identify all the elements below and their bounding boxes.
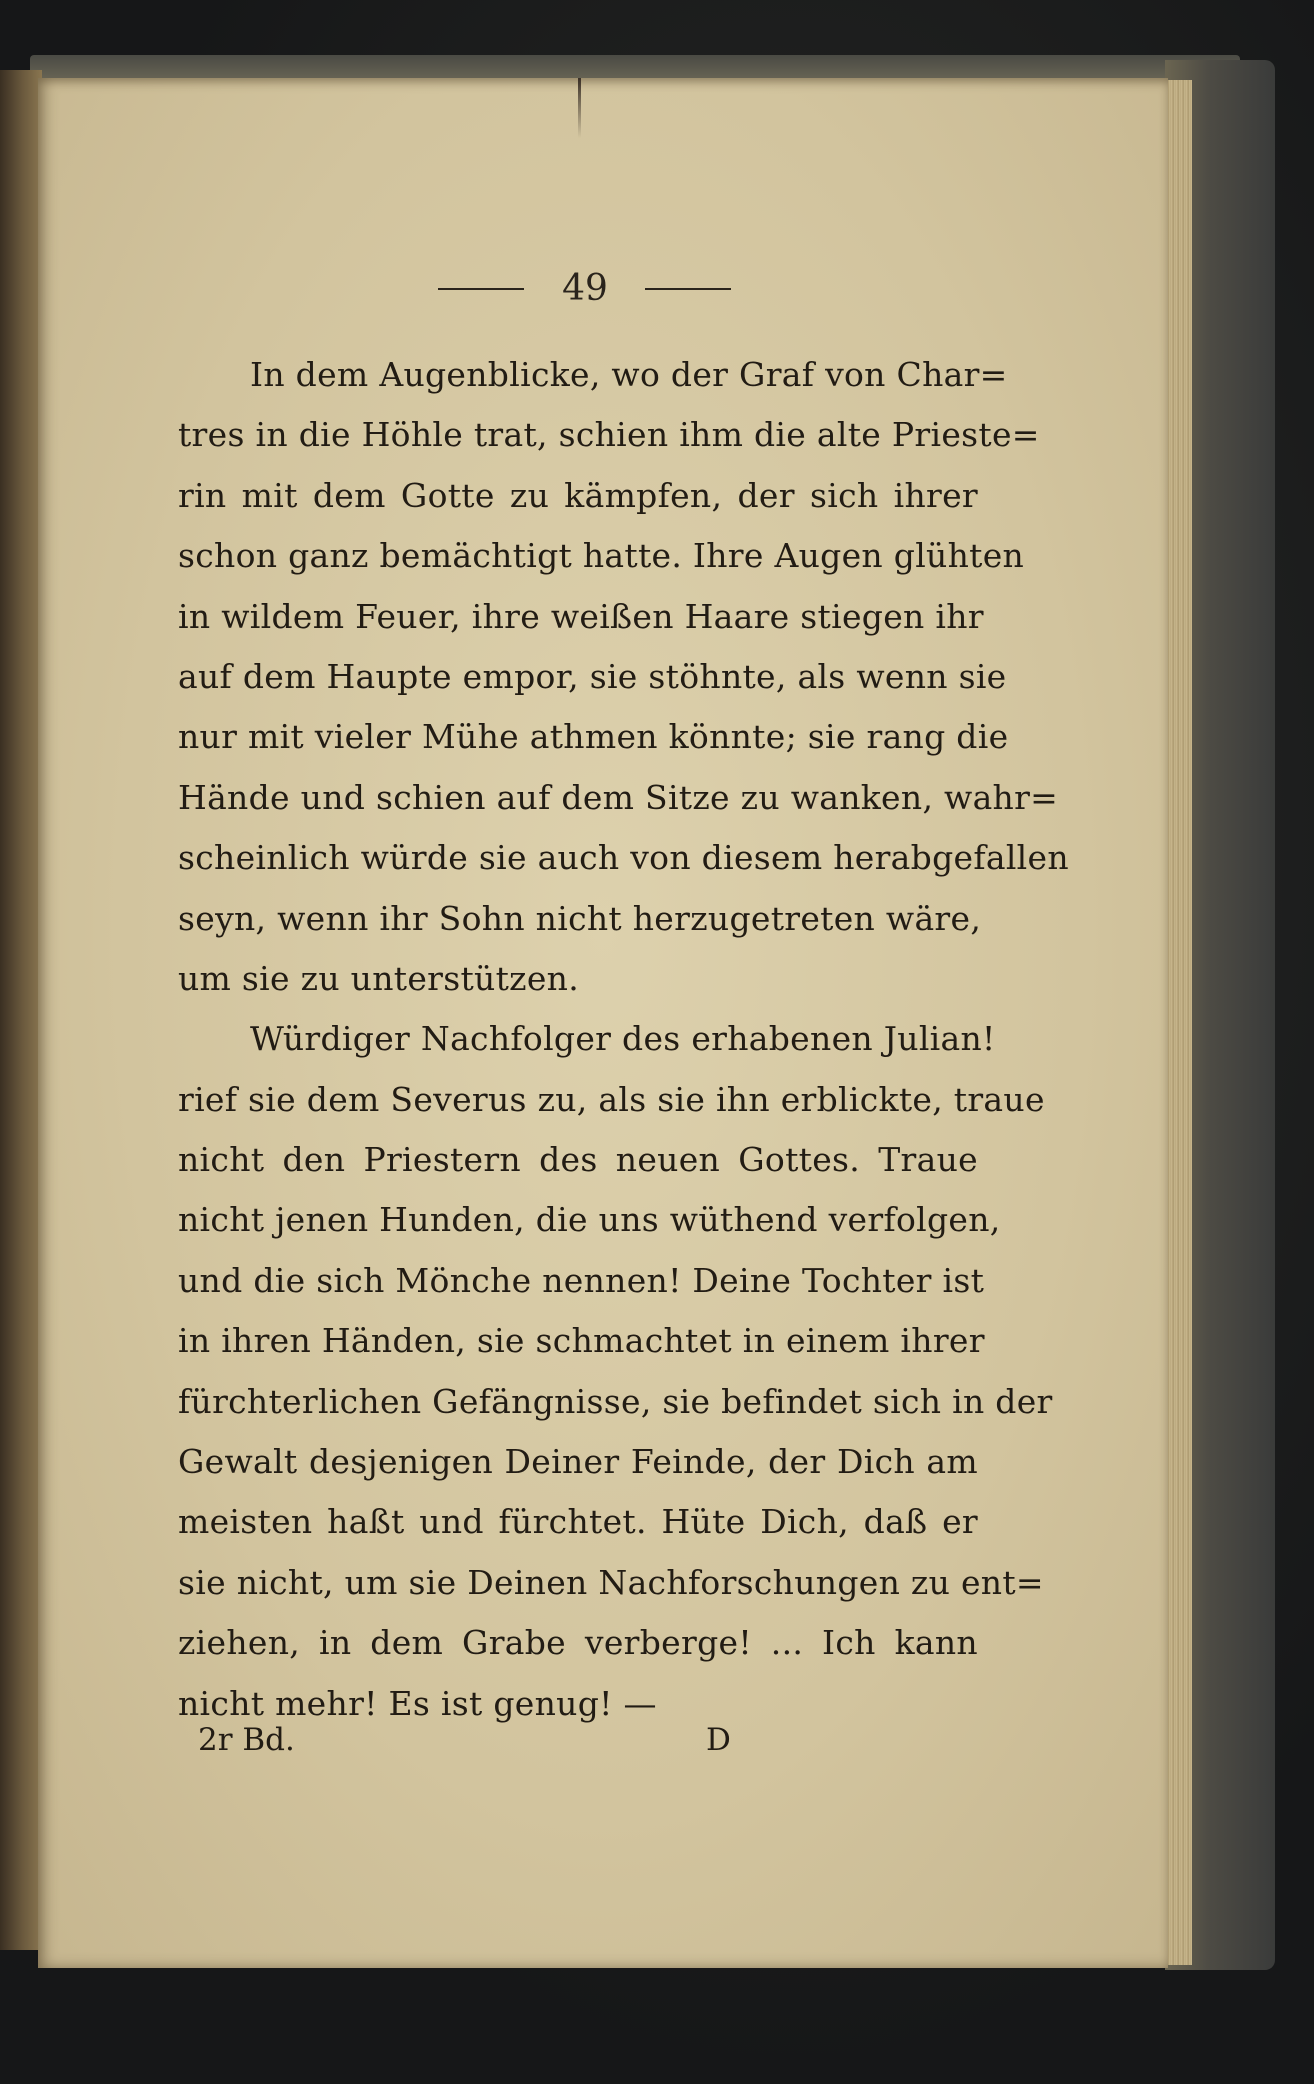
text-line: Würdiger Nachfolger des erhabenen Julian!: [250, 1019, 996, 1059]
text-line: Hände und schien auf dem Sitze zu wanken, wahr=: [178, 777, 1059, 817]
page-footer: [178, 1722, 978, 1772]
text-line: um sie zu unterstützen.: [178, 958, 580, 998]
text-line: scheinlich würde sie auch von diesem herabgefallen: [178, 838, 1069, 878]
text-line: nicht jenen Hunden, die uns wüthend verfolgen,: [178, 1200, 1001, 1240]
body-text: [178, 345, 1069, 1734]
text-line: rief sie dem Severus zu, als sie ihn erblickte, traue: [178, 1079, 1045, 1119]
text-line: ziehen, in dem Grabe verberge! ... Ich kann: [178, 1623, 978, 1663]
text-line: In dem Augenblicke, wo der Graf von Char=: [250, 355, 1008, 394]
page-header: [0, 268, 1314, 308]
page-crease: [578, 78, 581, 138]
text-line: seyn, wenn ihr Sohn nicht herzugetreten wäre,: [178, 898, 982, 938]
text-line: in ihren Händen, sie schmachtet in einem ihrer: [178, 1321, 985, 1361]
text-line: tres in die Höhle trat, schien ihm die alte Prieste=: [178, 415, 1040, 455]
text-line: sie nicht, um sie Deinen Nachforschungen zu ent=: [178, 1562, 1044, 1602]
text-line: fürchterlichen Gefängnisse, sie befindet sich in der: [178, 1381, 1053, 1421]
text-line: meisten haßt und fürchtet. Hüte Dich, daß er: [178, 1502, 978, 1542]
text-line: schon ganz bemächtigt hatte. Ihre Augen glühten: [178, 536, 1025, 576]
header-rule-right: [645, 288, 731, 290]
text-line: nicht mehr! Es ist genug! —: [178, 1683, 657, 1723]
volume-mark: 2r Bd.: [198, 1722, 295, 1758]
text-line: Gewalt desjenigen Deiner Feinde, der Dich am: [178, 1442, 978, 1482]
text-line: und die sich Mönche nennen! Deine Tochter ist: [178, 1260, 985, 1300]
text-line: nur mit vieler Mühe athmen könnte; sie rang die: [178, 717, 1009, 757]
text-line: rin mit dem Gotte zu kämpfen, der sich ihrer: [178, 475, 978, 515]
header-rule-left: [438, 288, 524, 290]
previous-page-edge: [0, 70, 42, 1950]
text-line: auf dem Haupte empor, sie stöhnte, als wenn sie: [178, 656, 1007, 696]
page-number: 49: [562, 268, 608, 309]
signature-mark: D: [706, 1722, 731, 1758]
text-line: nicht den Priestern des neuen Gottes. Traue: [178, 1140, 978, 1180]
text-line: in wildem Feuer, ihre weißen Haare stiegen ihr: [178, 596, 984, 636]
